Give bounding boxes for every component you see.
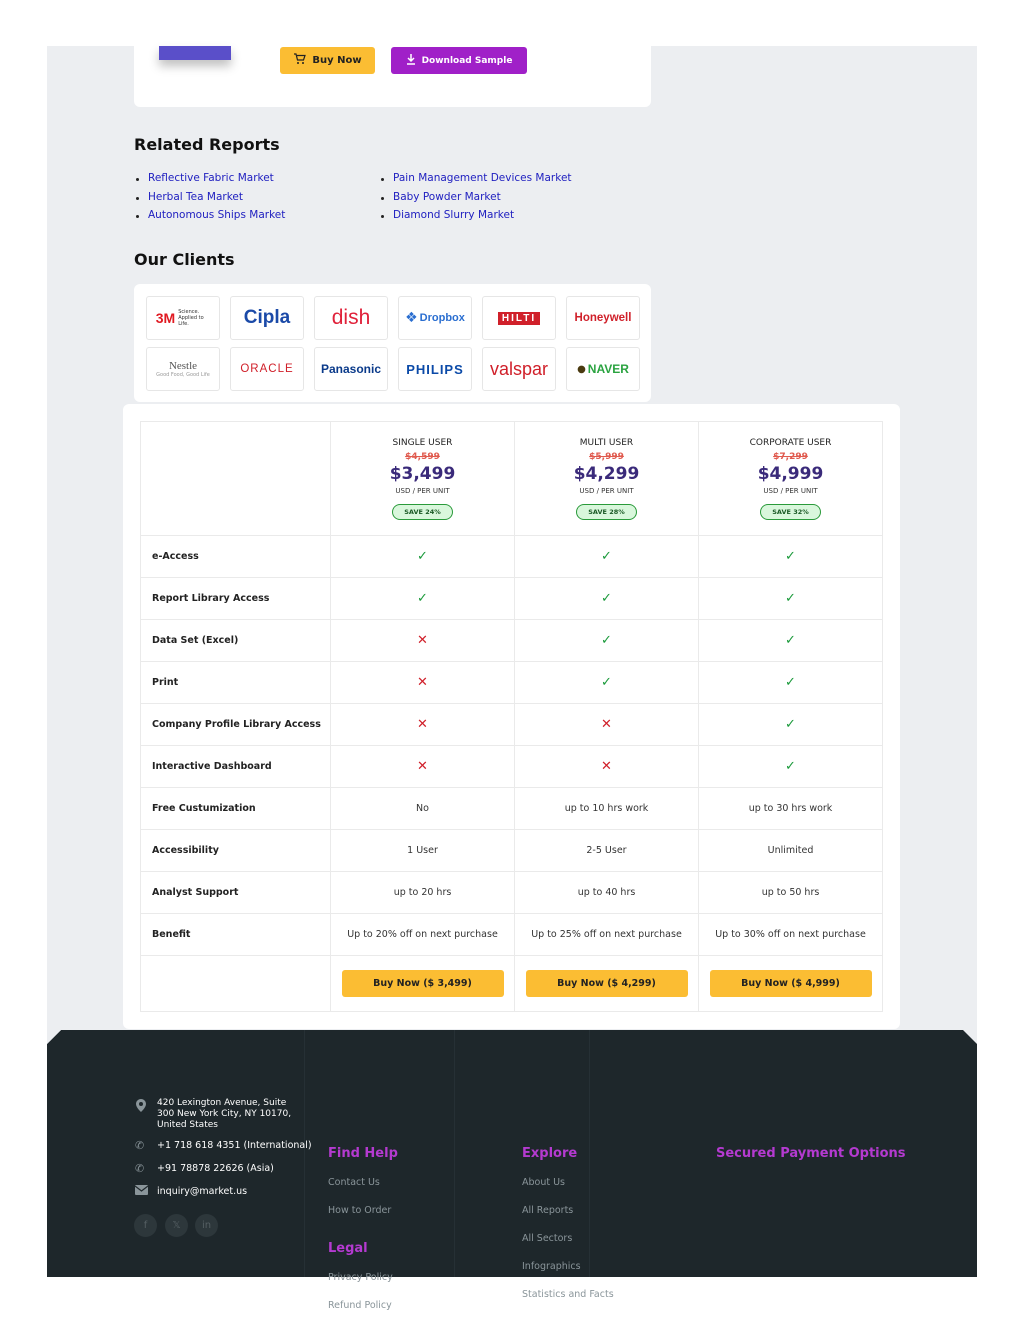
feature-value-cell	[515, 872, 699, 914]
feature-value-cell	[331, 746, 515, 788]
plan-old-price: $4,599	[405, 451, 440, 462]
feature-row	[141, 578, 883, 620]
feature-value-text: up to 20 hrs	[393, 887, 452, 898]
x-twitter-icon[interactable]: 𝕏	[165, 1214, 188, 1237]
feature-value-text: Up to 25% off on next purchase	[531, 929, 682, 940]
philips-logo: PHILIPS	[398, 347, 472, 391]
feature-label: Report Library Access	[141, 578, 331, 620]
plan-name: SINGLE USER	[392, 437, 453, 448]
plan-price: $4,999	[757, 463, 824, 484]
feature-row	[141, 704, 883, 746]
pricing-table	[140, 421, 883, 1012]
footer-notch	[47, 1030, 977, 1044]
cross-icon: ✕	[417, 717, 428, 732]
related-report-link[interactable]: Autonomous Ships Market	[134, 209, 285, 228]
feature-row	[141, 662, 883, 704]
feature-value-cell	[699, 536, 883, 578]
plan-corporate-user	[699, 422, 883, 536]
footer-link-refund-policy[interactable]: Refund Policy	[328, 1300, 392, 1311]
cipla-logo: Cipla	[230, 296, 304, 340]
our-clients-title: Our Clients	[134, 250, 235, 269]
plan-old-price: $5,999	[589, 451, 624, 462]
plan-old-price: $7,299	[773, 451, 808, 462]
feature-value-cell	[515, 746, 699, 788]
check-icon: ✓	[601, 591, 612, 606]
buy-cell	[331, 956, 515, 1012]
hilti-logo: HILTI	[482, 296, 556, 340]
pricing-card	[123, 404, 900, 1029]
buy-single-user-button[interactable]: Buy Now ($ 3,499)	[342, 970, 504, 997]
related-reports-title: Related Reports	[134, 135, 280, 154]
feature-value-cell	[331, 830, 515, 872]
cart-icon	[293, 53, 306, 68]
feature-row	[141, 788, 883, 830]
feature-label: Company Profile Library Access	[141, 704, 331, 746]
honeywell-logo: Honeywell	[566, 296, 640, 340]
phone-icon: ✆	[135, 1139, 145, 1152]
linkedin-icon[interactable]: in	[195, 1214, 218, 1237]
download-sample-label: Download Sample	[421, 55, 513, 66]
plan-single-user	[331, 422, 515, 536]
feature-value-cell	[699, 788, 883, 830]
check-icon: ✓	[785, 759, 796, 774]
download-sample-button[interactable]	[391, 47, 527, 74]
save-badge: SAVE 28%	[576, 504, 637, 520]
cross-icon: ✕	[601, 759, 612, 774]
feature-value-cell	[699, 620, 883, 662]
plan-unit: USD / PER UNIT	[579, 486, 634, 495]
footer-divider	[304, 1030, 305, 1277]
plan-price: $4,299	[573, 463, 640, 484]
feature-value-cell	[331, 662, 515, 704]
check-icon: ✓	[785, 549, 796, 564]
feature-value-cell	[515, 830, 699, 872]
feature-value-cell	[699, 746, 883, 788]
footer-phone-intl[interactable]: +1 718 618 4351 (International)	[157, 1140, 312, 1151]
oracle-logo: ORACLE	[230, 347, 304, 391]
buy-now-label: Buy Now	[312, 55, 362, 66]
feature-row	[141, 872, 883, 914]
feature-row	[141, 536, 883, 578]
check-icon: ✓	[417, 549, 428, 564]
check-icon: ✓	[785, 591, 796, 606]
save-badge: SAVE 24%	[392, 504, 453, 520]
cross-icon: ✕	[601, 717, 612, 732]
feature-value-cell	[699, 830, 883, 872]
check-icon: ✓	[785, 675, 796, 690]
footer-divider	[589, 1030, 590, 1277]
feature-value-cell	[331, 788, 515, 830]
plan-unit: USD / PER UNIT	[763, 486, 818, 495]
buy-cell	[515, 956, 699, 1012]
nestle-logo: Nestle Good Food, Good Life	[146, 347, 220, 391]
cross-icon: ✕	[417, 675, 428, 690]
feature-value-cell	[699, 704, 883, 746]
save-badge: SAVE 32%	[760, 504, 821, 520]
valspar-logo: valspar	[482, 347, 556, 391]
related-report-link[interactable]: Pain Management Devices Market	[379, 172, 572, 191]
feature-value-text: 2-5 User	[586, 845, 627, 856]
feature-value-cell	[515, 578, 699, 620]
feature-label: Analyst Support	[141, 872, 331, 914]
feature-value-cell	[515, 704, 699, 746]
feature-value-text: up to 10 hrs work	[564, 803, 649, 814]
empty-buy-cell	[141, 956, 331, 1012]
footer-link-contact-us[interactable]: Contact Us	[328, 1177, 380, 1188]
feature-value-text: Unlimited	[767, 845, 814, 856]
footer-link-privacy-policy[interactable]: Privacy Policy	[328, 1272, 393, 1283]
feature-value-cell	[515, 662, 699, 704]
feature-label: Interactive Dashboard	[141, 746, 331, 788]
feature-value-cell	[331, 704, 515, 746]
feature-value-cell	[331, 914, 515, 956]
3m-logo: 3M Science. Applied to Life.	[146, 296, 220, 340]
empty-header-cell	[141, 422, 331, 536]
feature-value-cell	[699, 662, 883, 704]
feature-row	[141, 830, 883, 872]
feature-value-cell	[515, 788, 699, 830]
feature-label: e-Access	[141, 536, 331, 578]
related-report-link[interactable]: Herbal Tea Market	[134, 191, 285, 210]
feature-value-text: up to 30 hrs work	[748, 803, 833, 814]
feature-value-text: No	[416, 803, 429, 814]
dropbox-logo: ❖ Dropbox	[398, 296, 472, 340]
feature-row	[141, 620, 883, 662]
feature-label: Benefit	[141, 914, 331, 956]
feature-value-text: Up to 20% off on next purchase	[347, 929, 498, 940]
plan-unit: USD / PER UNIT	[395, 486, 450, 495]
feature-value-cell	[515, 536, 699, 578]
plan-name: CORPORATE USER	[749, 437, 832, 448]
feature-row	[141, 914, 883, 956]
footer-link-about-us[interactable]: About Us	[522, 1177, 566, 1188]
buy-now-button[interactable]	[280, 47, 375, 74]
legal-heading: Legal	[328, 1241, 368, 1256]
footer-link-all-reports[interactable]: All Reports	[522, 1205, 574, 1216]
download-icon	[406, 54, 416, 68]
check-icon: ✓	[785, 633, 796, 648]
feature-value-cell	[331, 872, 515, 914]
check-icon: ✓	[417, 591, 428, 606]
explore-heading: Explore	[522, 1146, 578, 1161]
product-card	[134, 46, 651, 107]
find-help-heading: Find Help	[328, 1146, 398, 1161]
footer-phone-asia[interactable]: +91 78878 22626 (Asia)	[157, 1163, 274, 1174]
feature-value-text: up to 50 hrs	[761, 887, 820, 898]
feature-row	[141, 746, 883, 788]
feature-value-cell	[331, 620, 515, 662]
feature-value-cell	[331, 578, 515, 620]
buy-cell	[699, 956, 883, 1012]
plan-multi-user	[515, 422, 699, 536]
plan-price: $3,499	[389, 463, 456, 484]
phone-icon: ✆	[135, 1162, 145, 1175]
footer-link-statistics[interactable]: Statistics and Facts	[522, 1289, 614, 1300]
feature-label: Accessibility	[141, 830, 331, 872]
feature-label: Data Set (Excel)	[141, 620, 331, 662]
footer-email[interactable]: inquiry@market.us	[157, 1186, 248, 1197]
check-icon: ✓	[785, 717, 796, 732]
footer-address: 420 Lexington Avenue, Suite 300 New York City, NY 10170, United States	[157, 1098, 292, 1130]
feature-value-cell	[515, 914, 699, 956]
feature-value-cell	[515, 620, 699, 662]
location-pin-icon	[136, 1099, 146, 1115]
feature-value-cell	[699, 872, 883, 914]
feature-rows	[141, 536, 883, 956]
mail-icon	[135, 1185, 148, 1198]
panasonic-logo: Panasonic	[314, 347, 388, 391]
feature-value-text: Up to 30% off on next purchase	[715, 929, 866, 940]
footer-divider	[454, 1030, 455, 1277]
plan-name: MULTI USER	[579, 437, 634, 448]
footer-link-how-to-order[interactable]: How to Order	[328, 1205, 392, 1216]
secured-payment-heading: Secured Payment Options	[716, 1146, 906, 1161]
buy-multi-user-button[interactable]: Buy Now ($ 4,299)	[526, 970, 688, 997]
related-report-link[interactable]: Baby Powder Market	[379, 191, 572, 210]
site-footer	[47, 1030, 977, 1311]
feature-value-text: up to 40 hrs	[577, 887, 636, 898]
cross-icon: ✕	[417, 759, 428, 774]
feature-value-cell	[331, 536, 515, 578]
footer-link-infographics[interactable]: Infographics	[522, 1261, 581, 1272]
feature-value-cell	[699, 578, 883, 620]
naver-logo: ● NAVER	[566, 347, 640, 391]
dish-logo: dish	[314, 296, 388, 340]
related-report-link[interactable]: Diamond Slurry Market	[379, 209, 572, 228]
feature-label: Print	[141, 662, 331, 704]
check-icon: ✓	[601, 633, 612, 648]
page-background	[47, 46, 977, 1311]
facebook-icon[interactable]: f	[134, 1214, 157, 1237]
buy-corporate-user-button[interactable]: Buy Now ($ 4,999)	[710, 970, 872, 997]
footer-link-all-sectors[interactable]: All Sectors	[522, 1233, 573, 1244]
related-report-link[interactable]: Reflective Fabric Market	[134, 172, 285, 191]
report-cover-image	[159, 46, 231, 60]
check-icon: ✓	[601, 675, 612, 690]
cross-icon: ✕	[417, 633, 428, 648]
check-icon: ✓	[601, 549, 612, 564]
clients-logo-grid	[134, 284, 651, 402]
feature-value-cell	[699, 914, 883, 956]
feature-value-text: 1 User	[407, 845, 438, 856]
feature-label: Free Custumization	[141, 788, 331, 830]
